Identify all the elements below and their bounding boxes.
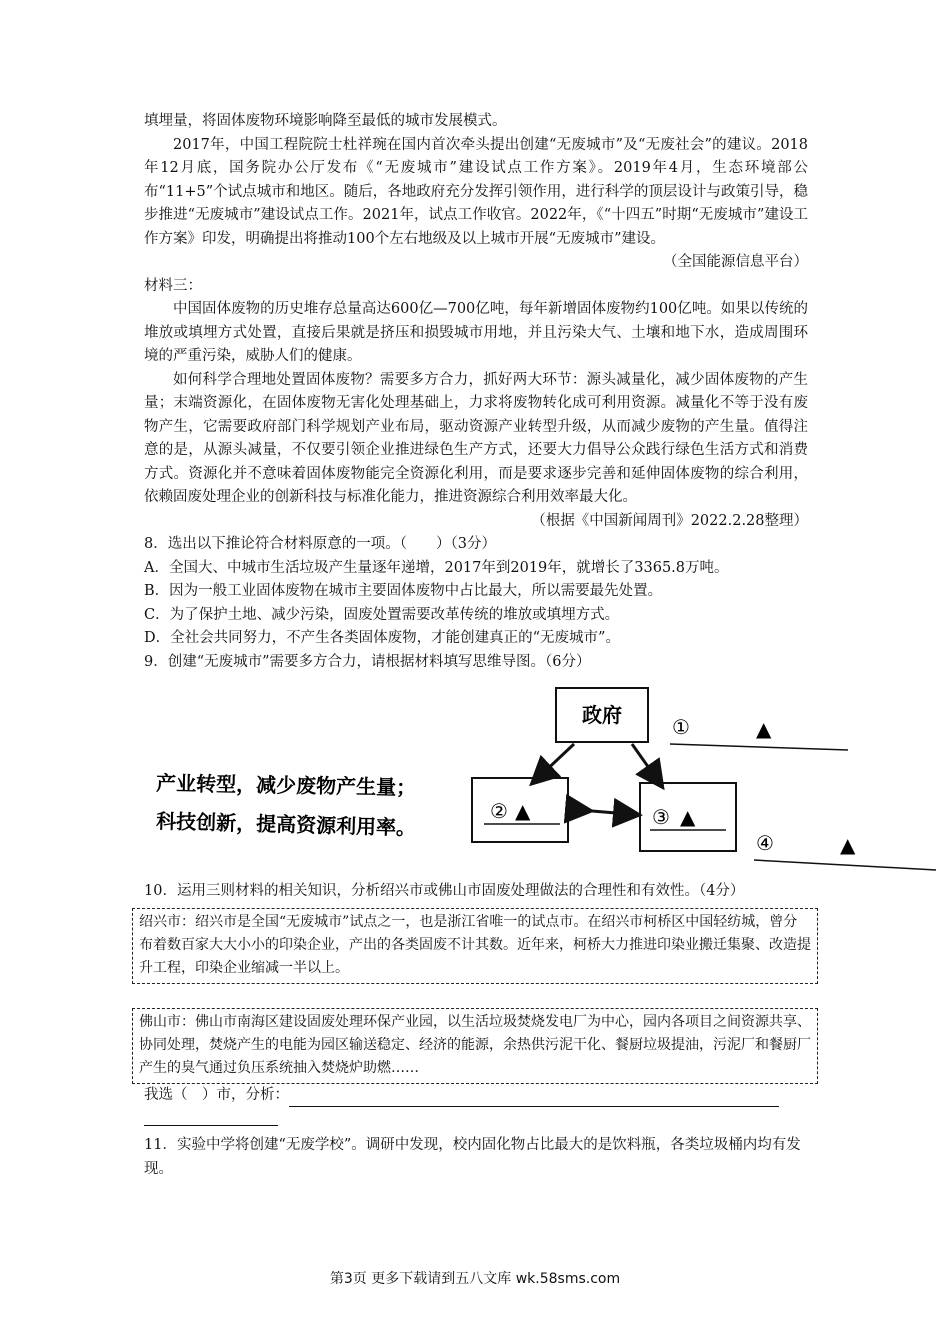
material2-source: （全国能源信息平台） xyxy=(663,254,808,270)
box-3-triangle: ▲ xyxy=(680,805,696,829)
box-2-triangle: ▲ xyxy=(515,799,531,823)
item-1-number: ① xyxy=(672,715,690,739)
item-4-triangle: ▲ xyxy=(840,833,856,857)
material2-para1: 2017年，中国工程院院士杜祥琬在国内首次牵头提出创建“无废城市”及“无废社会”的建议。2018年12月底，国务院办公厅发布《“无废城市”建设试点工作方案》。2019年4月，生态环境部公布“11+5”个试点城市和地区。随后，各地政府充分发挥引领作用，进行科学的顶层设计与政策引导，稳步推进“无废城市”建设试点工作。2021年，试点工作收官。2022年，《“十四五”时期“无废城市”建设工作方案》印发，明确提出将推动100个左右地级及以上城市开展“无废城市”建设。 xyxy=(144,136,808,247)
box-3-number: ③ xyxy=(652,805,670,829)
material3-title: 材料三： xyxy=(144,277,202,294)
mind-map xyxy=(144,678,856,874)
q8-option-a: A．全国大、中城市生活垃圾产生量逐年递增，2017年到2019年，就增长了3365.8万吨。 xyxy=(144,559,729,576)
q8-stem: 8．选出以下推论符合材料原意的一项。（ ）（3分） xyxy=(144,536,496,552)
foshan-text: 佛山市：佛山市南海区建设固废处理环保产业园，以生活垃圾焚烧发电厂为中心，园内各项目之间资源共享、协同处理，焚烧产生的电能为园区输送稳定、经济的能源，余热供污泥干化、餐厨垃圾提油，污泥厂和餐厨厂产生的臭气通过负压系统抽入焚烧炉助燃…… xyxy=(139,1013,811,1076)
arrow-gov-to-2 xyxy=(540,744,574,776)
q10-answer-line xyxy=(144,1084,808,1108)
q8-option-b: B．因为一般工业固体废物在城市主要固体废物中占比最大，所以需要最先处置。 xyxy=(144,583,663,599)
q8-option-d: D．全社会共同努力，不产生各类固体废物，才能创建真正的“无废城市”。 xyxy=(144,630,620,646)
q10-stem: 10．运用三则材料的相关知识，分析绍兴市或佛山市固废处理做法的合理性和有效性。（4分） xyxy=(144,883,745,899)
item-4-number: ④ xyxy=(756,831,774,855)
page-footer: 第3页 更多下载请到五八文库 wk.58sms.com xyxy=(329,1271,621,1287)
arrow-gov-to-3 xyxy=(632,744,656,778)
q8-option-c: C．为了保护土地、减少污染，固废处置需要改革传统的堆放或填埋方式。 xyxy=(144,606,620,623)
handwritten-line-2: 科技创新，提高资源利用率。 xyxy=(155,809,417,840)
material3-para1: 中国固体废物的历史堆存总量高达600亿—700亿吨，每年新增固体废物约100亿吨。如果以传统的堆放或填埋方式处置，直接后果就是挤压和损毁城市用地，并且污染大气、土壤和地下水，造成周围环境的严重污染，威胁人们的健康。 xyxy=(144,301,808,364)
item-1-triangle: ▲ xyxy=(756,717,772,741)
material3-para2: 如何科学合理地处置固体废物？需要多方合力，抓好两大环节：源头减量化，减少固体废物的产生量；末端资源化，在固体废物无害化处理基础上，力求将废物转化成可利用资源。减量化不等于没有废物产生，它需要政府部门科学规划产业布局，驱动资源产业转型升级，从而减少废物的产生量。值得注意的是，从源头减量，不仅要引领企业推进绿色生产方式，还要大力倡导公众践行绿色生活方式和消费方式。资源化并不意味着固体废物能完全资源化利用，而是要求逐步完善和延伸固体废物的综合利用，依赖固废处理企业的创新科技与标准化能力，推进资源综合利用效率最大化。 xyxy=(144,371,808,505)
shaoxing-box xyxy=(132,908,818,984)
answer-prefix: 我选（ ）市，分析： xyxy=(144,1086,289,1103)
handwritten-line-1: 产业转型，减少废物产生量； xyxy=(155,771,417,800)
page-content xyxy=(139,110,856,1181)
material3-source: （根据《中国新闻周刊》2022.2.28整理） xyxy=(531,512,808,529)
answer-blank[interactable] xyxy=(289,1090,779,1107)
shaoxing-text: 绍兴市：绍兴市是全国“无废城市”试点之一，也是浙江省唯一的试点市。在绍兴市柯桥区中国轻纺城，曾分布着数百家大大小小的印染企业，产出的各类固废不计其数。近年来，柯桥大力推进印染业搬迁集聚、改造提升工程，印染企业缩减一半以上。 xyxy=(139,913,811,976)
q11-stem: 11．实验中学将创建“无废学校”。调研中发现，校内固化物占比最大的是饮料瓶，各类垃圾桶内均有发现。 xyxy=(144,1137,801,1177)
gov-label: 政府 xyxy=(582,703,622,727)
box-2-number: ② xyxy=(490,799,508,823)
q9-stem: 9．创建“无废城市”需要多方合力，请根据材料填写思维导图。（6分） xyxy=(144,653,591,670)
answer-blank-2[interactable] xyxy=(144,1107,278,1126)
arrow-2-3 xyxy=(580,810,628,814)
foshan-box xyxy=(132,1008,818,1084)
material2-line0: 填埋量，将固体废物环境影响降至最低的城市发展模式。 xyxy=(144,113,507,129)
